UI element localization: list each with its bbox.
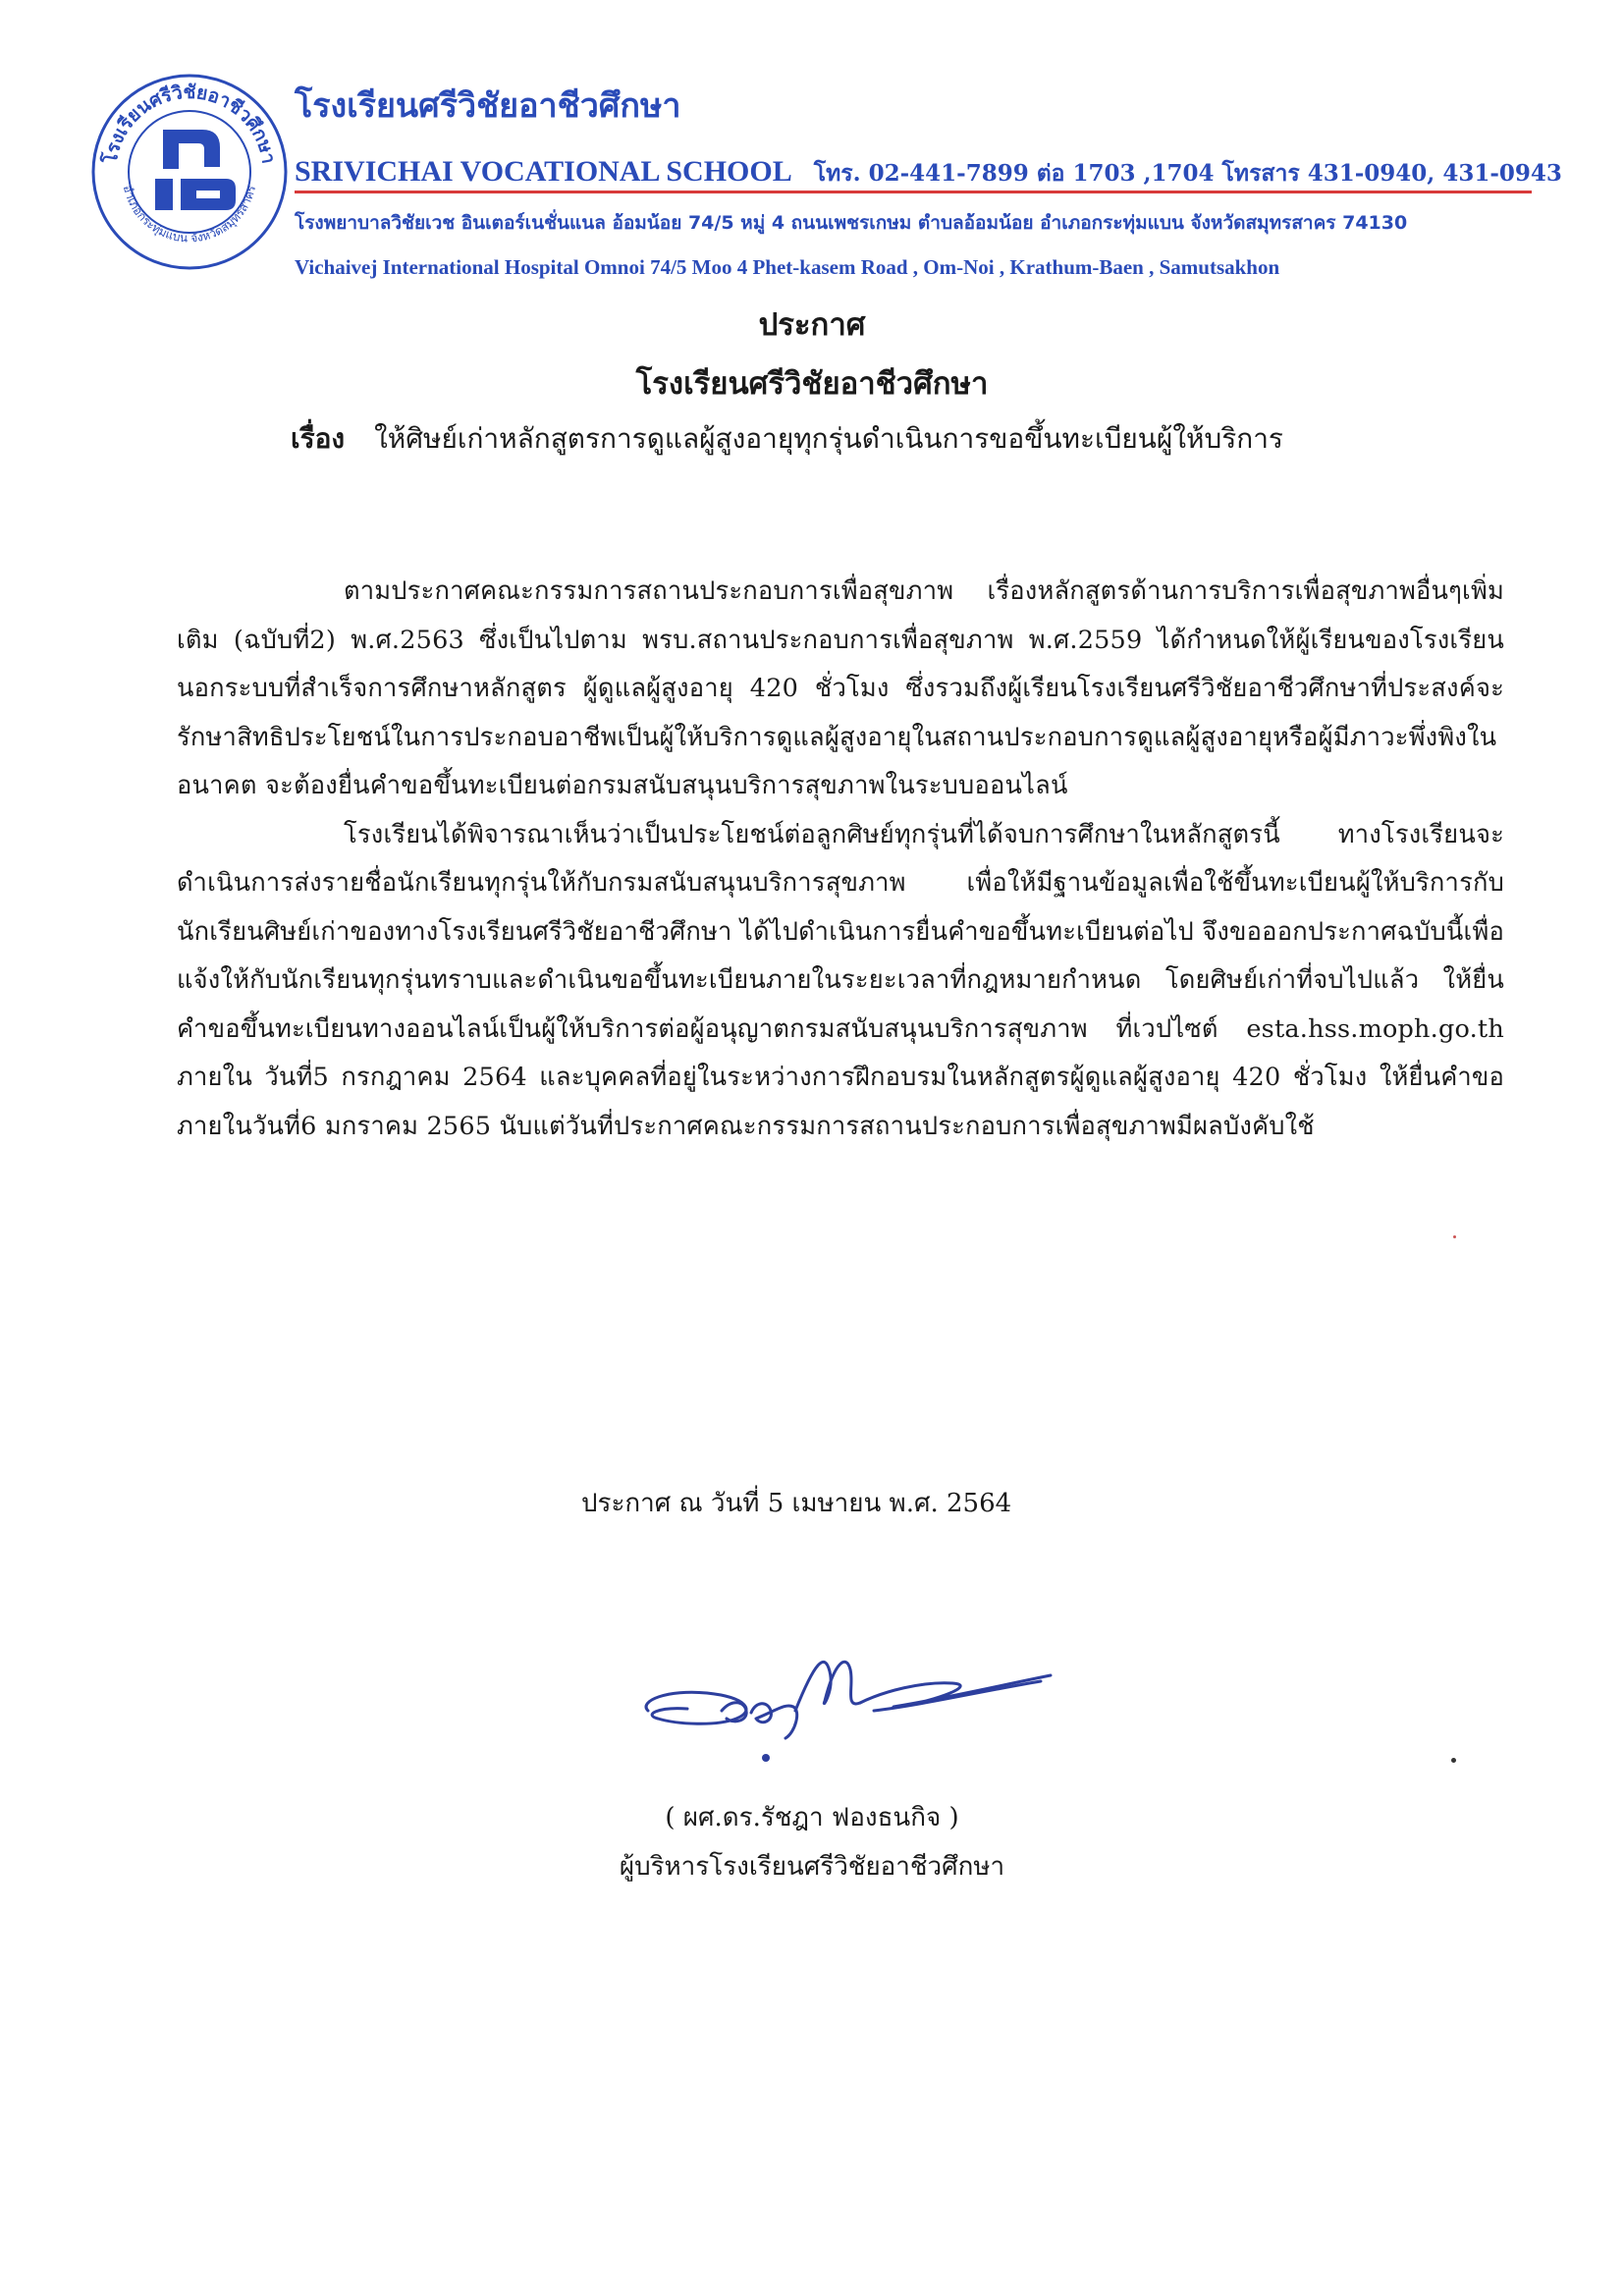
signer-name: ( ผศ.ดร.รัชฎา ฟองธนกิจ ) [665,1803,959,1832]
school-seal-logo [86,69,293,275]
scan-speck [1451,1758,1456,1763]
school-name-english: SRIVICHAI VOCATIONAL SCHOOL [295,155,792,188]
announcement-issuer: โรงเรียนศรีวิชัยอาชีวศึกษา [635,366,989,402]
school-address-thai: โรงพยาบาลวิชัยเวช อินเตอร์เนชั่นแนล อ้อมน้อย 74/5 หมู่ 4 ถนนเพชรเกษม ตำบลอ้อมน้อย อำเภอกระทุ่มแบน จังหวัดสมุทรสาคร 74130 [295,212,1408,234]
announcement-body [177,568,1504,1151]
scan-speck [1453,1235,1456,1238]
subject-text: ให้ศิษย์เก่าหลักสูตรการดูแลผู้สูงอายุทุกรุ่นดำเนินการขอขึ้นทะเบียนผู้ให้บริการ [374,422,1283,455]
announcement-heading: ประกาศ [758,307,866,343]
svg-text:โรงเรียนศรีวิชัยอาชีวศึกษา: โรงเรียนศรีวิชัยอาชีวศึกษา [99,81,280,166]
handwritten-signature [628,1642,1090,1779]
svg-text:อำเภอกระทุ่มแบน จังหวัดสมุทรส: อำเภอกระทุ่มแบน จังหวัดสมุทรสาคร [120,184,259,246]
body-paragraph-1: ตามประกาศคณะกรรมการสถานประกอบการเพื่อสุขภาพ เรื่องหลักสูตรด้านการบริการเพื่อสุขภาพอื่นๆเพิ่มเติม (ฉบับที่2) พ.ศ.2563 ซึ่งเป็นไปตาม พรบ.สถานประกอบการเพื่อสุขภาพ พ.ศ.2559 ได้กำหนดให้ผู้เรียนของโรงเรียนนอกระบบที่สำเร็จการศึกษาหลักสูตร ผู้ดูแลผู้สูงอายุ 420 ชั่วโมง ซึ่งรวมถึงผู้เรียนโรงเรียนศรีวิชัยอาชีวศึกษาที่ประสงค์จะรักษาสิทธิประโยชน์ในการประกอบอาชีพเป็นผู้ให้บริการดูแลผู้สูงอายุในสถานประกอบการดูแลผู้สูงอายุหรือผู้มีภาวะพึ่งพิงในอนาคต จะต้องยื่นคำขอขึ้นทะเบียนต่อกรมสนับสนุนบริการสุขภาพในระบบออนไลน์ [177,576,1504,800]
school-name-thai: โรงเรียนศรีวิชัยอาชีวศึกษา [295,86,681,126]
announcement-date: ประกาศ ณ วันที่ 5 เมษายน พ.ศ. 2564 [581,1489,1012,1518]
body-paragraph-2: โรงเรียนได้พิจารณาเห็นว่าเป็นประโยชน์ต่อลูกศิษย์ทุกรุ่นที่ได้จบการศึกษาในหลักสูตรนี้ ทางโรงเรียนจะดำเนินการส่งรายชื่อนักเรียนทุกรุ่นให้กับกรมสนับสนุนบริการสุขภาพ เพื่อให้มีฐานข้อมูลเพื่อใช้ขึ้นทะเบียนผู้ให้บริการกับนักเรียนศิษย์เก่าของทางโรงเรียนศรีวิชัยอาชีวศึกษา ได้ไปดำเนินการยื่นคำขอขึ้นทะเบียนต่อไป จึงขอออกประกาศฉบับนี้เพื่อแจ้งให้กับนักเรียนทุกรุ่นทราบและดำเนินขอขึ้นทะเบียนภายในระยะเวลาที่กฎหมายกำหนด โดยศิษย์เก่าที่จบไปแล้ว ให้ยื่นคำขอขึ้นทะเบียนทางออนไลน์เป็นผู้ให้บริการต่อผู้อนุญาตกรมสนับสนุนบริการสุขภาพ ที่เวปไซต์ esta.hss.moph.go.th ภายใน วันที่5 กรกฎาคม 2564 และบุคคลที่อยู่ในระหว่างการฝึกอบรมในหลักสูตรผู้ดูแลผู้สูงอายุ 420 ชั่วโมง ให้ยื่นคำขอภายในวันที่6 มกราคม 2565 นับแต่วันที่ประกาศคณะกรรมการสถานประกอบการเพื่อสุขภาพมีผลบังคับใช้ [177,819,1504,1141]
letterhead-divider [295,191,1532,193]
subject-label: เรื่อง [291,422,346,455]
school-contact-numbers: โทร. 02-441-7899 ต่อ 1703 ,1704 โทรสาร 431-0940, 431-0943 [813,160,1562,187]
signer-title: ผู้บริหารโรงเรียนศรีวิชัยอาชีวศึกษา [619,1852,1005,1882]
school-name-contact-line [295,155,1562,191]
announcement-subject-line [291,417,1283,461]
school-address-english: Vichaivej International Hospital Omnoi 74/5 Moo 4 Phet-kasem Road , Om-Noi , Krathum-Baen , Samutsakhon [295,255,1280,279]
